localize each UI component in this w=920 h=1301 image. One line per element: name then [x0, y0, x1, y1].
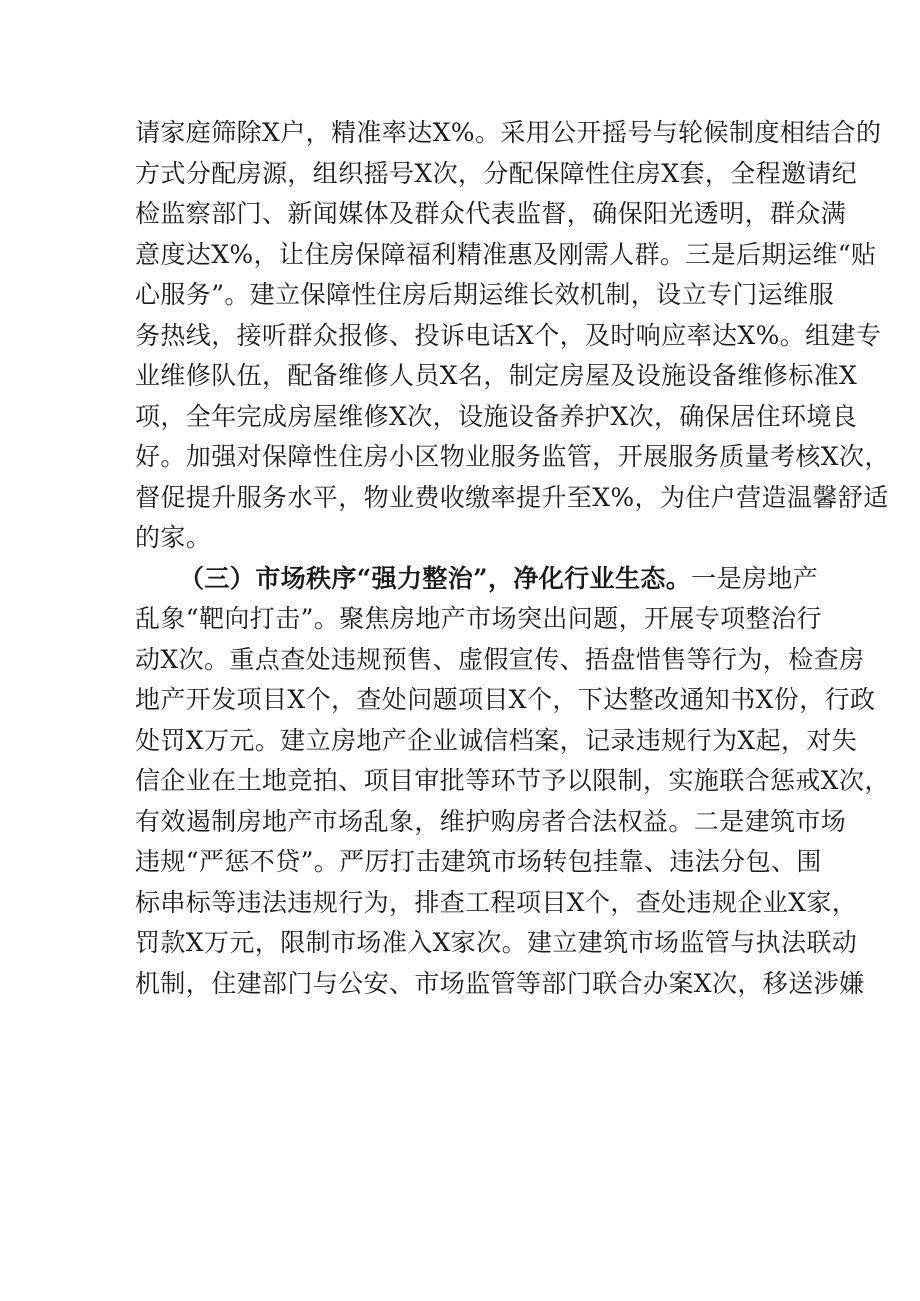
text-line: 罚款X万元，限制市场准入X家次。建立建筑市场监管与执法联动 — [135, 928, 858, 957]
section-heading: （三）市场秩序“强力整治”，净化行业生态。 — [179, 563, 692, 593]
section-heading-line — [135, 559, 819, 600]
text-line: 机制，住建部门与公安、市场监管等部门联合办案X次，移送涉嫌 — [135, 968, 865, 998]
text-line: 有效遏制房地产市场乱象，维护购房者合法权益。二是建筑市场 — [135, 806, 847, 836]
text-line: 项，全年完成房屋维修X次，设施设备养护X次，确保居住环境良 — [135, 401, 858, 431]
text-fragment: 一是房地产 — [691, 563, 819, 593]
text-line: 的家。 — [135, 523, 212, 552]
text-line: 乱象“靶向打击”。聚焦房地产市场突出问题，开展专项整治行 — [135, 604, 822, 633]
text-line: 业维修队伍，配备维修人员X名，制定房屋及设施设备维修标准X — [135, 361, 858, 390]
text-line: 意度达X%，让住房保障福利精准惠及刚需人群。三是后期运维“贴 — [135, 239, 877, 269]
text-line: 处罚X万元。建立房地产企业诚信档案，记录违规行为X起，对失 — [135, 725, 858, 755]
text-line: 标串标等违法违规行为，排查工程项目X个，查处违规企业X家， — [135, 887, 858, 917]
text-line: 检监察部门、新闻媒体及群众代表监督，确保阳光透明，群众满 — [135, 199, 847, 228]
text-line: 督促提升服务水平，物业费收缴率提升至X%，为住户营造温馨舒适 — [135, 482, 889, 512]
text-line: 地产开发项目X个，查处问题项目X个，下达整改通知书X份，行政 — [135, 685, 876, 714]
body-text — [135, 113, 890, 1004]
text-line: 务热线，接听群众报修、投诉电话X个，及时响应率达X%。组建专 — [135, 320, 882, 350]
text-line: 心服务”。建立保障性住房后期运维长效机制，设立专门运维服 — [135, 280, 834, 309]
text-line: 请家庭筛除X户，精准率达X%。采用公开摇号与轮候制度相结合的 — [135, 118, 882, 147]
text-line: 动X次。重点查处违规预售、虚假宣传、捂盘惜售等行为，检查房 — [135, 644, 865, 674]
text-line: 违规“严惩不贷”。严厉打击建筑市场转包挂靠、违法分包、围 — [135, 847, 822, 876]
text-line: 好。加强对保障性住房小区物业服务监管，开展服务质量考核X次， — [135, 442, 890, 471]
text-line: 方式分配房源，组织摇号X次，分配保障性住房X套，全程邀请纪 — [135, 158, 858, 188]
text-line: 信企业在土地竞拍、项目审批等环节予以限制，实施联合惩戒X次， — [135, 766, 890, 795]
